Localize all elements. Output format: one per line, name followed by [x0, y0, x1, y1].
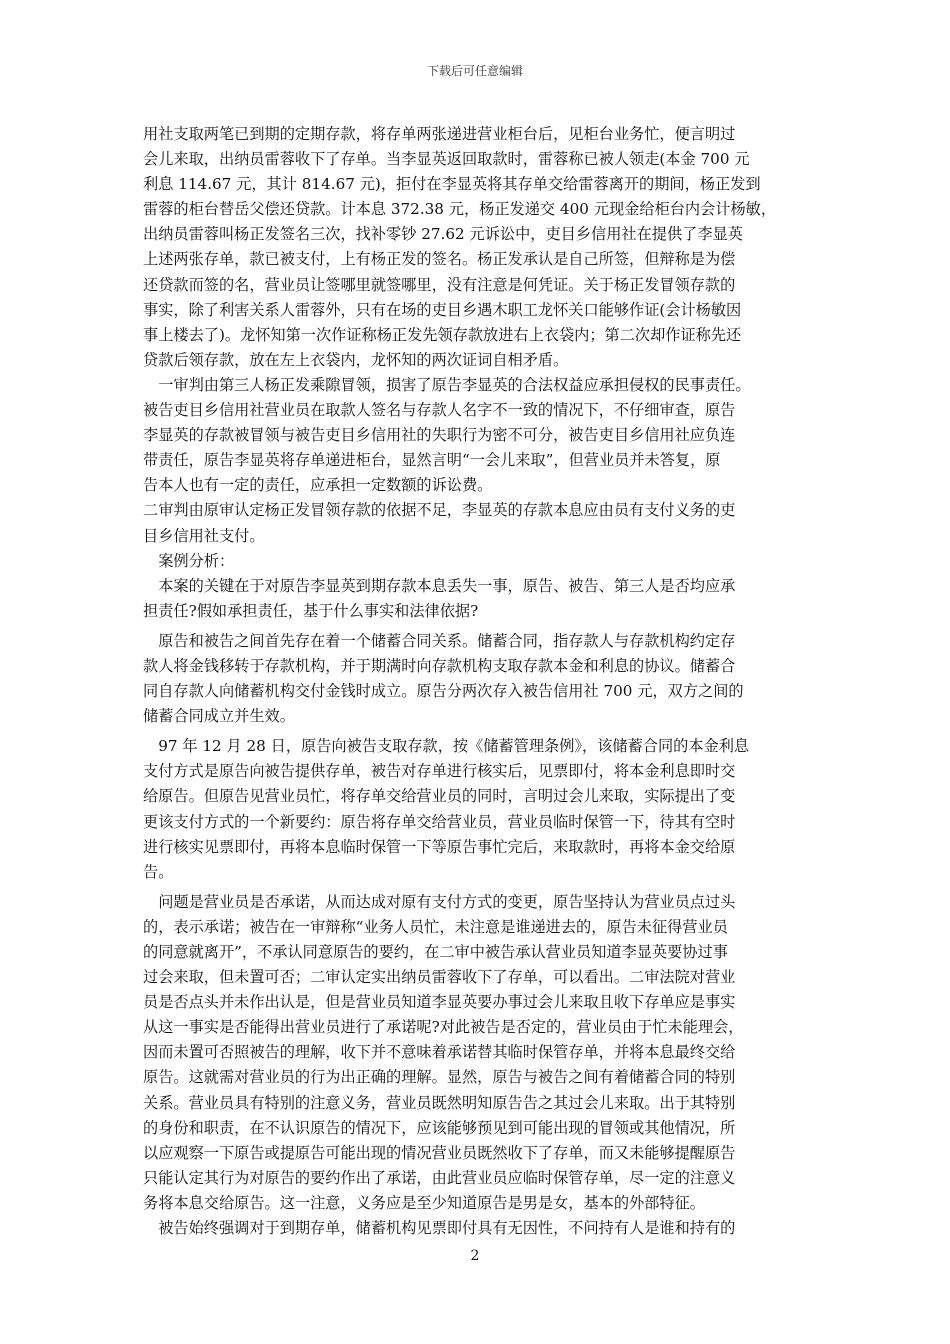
- document-body: [143, 122, 813, 1241]
- text-line: 二审判由原审认定杨正发冒领存款的依据不足，李显英的存款本息应由员有支付义务的吏: [143, 501, 736, 520]
- text-line: 储蓄合同成立并生效。: [143, 707, 295, 726]
- text-line: 事上楼去了)。龙怀知第一次作证称杨正发先领存款放进右上衣袋内；第二次却作证称先还: [143, 325, 742, 344]
- text-line: 因而未置可否照被告的理解，收下并不意味着承诺替其临时保管存单，并将本息最终交给: [143, 1043, 736, 1062]
- text-line: 的，表示承诺；被告在一审辩称“业务人员忙，未注意是谁递进去的，原告未征得营业员: [143, 917, 728, 936]
- text-line: 问题是营业员是否承诺，从而达成对原有支付方式的变更，原告坚持认为营业员点过头: [158, 892, 736, 911]
- text-line: 的身份和职责，在不认识原告的情况下，应该能够预见到可能出现的冒领或其他情况，所: [143, 1118, 736, 1137]
- text-line: 出纳员雷蓉叫杨正发签名三次，找补零钞 27.62 元诉讼中，吏目乡信用社在提供了李显英: [143, 225, 743, 244]
- text-line: 还贷款而签的名，营业员让签哪里就签哪里，没有注意是何凭证。关于杨正发冒领存款的: [143, 275, 736, 294]
- text-line: 李显英的存款被冒领与被告吏目乡信用社的失职行为密不可分，被告吏目乡信用社应负连: [143, 426, 736, 445]
- text-line: 被告始终强调对于到期存单，储蓄机构见票即付具有无因性，不问持有人是谁和持有的: [158, 1219, 736, 1238]
- text-line: 从这一事实是否能得出营业员进行了承诺呢?对此被告是否定的，营业员由于忙未能理会，: [143, 1018, 744, 1037]
- text-line: 带责任，原告李显英将存单递进柜台，显然言明“一会儿来取”，但营业员并未答复，原: [143, 451, 721, 470]
- text-line: 担责任?假如承担责任，基于什么事实和法律依据?: [143, 601, 479, 620]
- text-line: 用社支取两笔已到期的定期存款，将存单两张递进营业柜台后，见柜台业务忙，便言明过: [143, 125, 736, 143]
- page-number: 2: [470, 1248, 480, 1264]
- text-line: 雷蓉的柜台替岳父偿还贷款。计本息 372.38 元，杨正发递交 400 元现金给柜台内会计杨敏，: [143, 200, 777, 219]
- text-line: 事实，除了利害关系人雷蓉外，只有在场的吏目乡遇木职工龙怀关口能够作证(会计杨敏因: [143, 300, 742, 319]
- text-line: 给原告。但原告见营业员忙，将存单交给营业员的同时，言明过会儿来取，实际提出了变: [143, 787, 736, 806]
- page-header: 下载后可任意编辑: [426, 64, 523, 78]
- text-line: 利息 114.67 元，其计 814.67 元)，拒付在李显英将其存单交给雷蓉离开的期间，杨正发到: [143, 175, 761, 194]
- text-line: 被告吏目乡信用社营业员在取款人签名与存款人名字不一致的情况下，不仔细审查，原告: [143, 401, 736, 420]
- text-line: 只能认定其行为对原告的要约作出了承诺，由此营业员应临时保管存单，尽一定的注意义: [143, 1168, 736, 1187]
- text-line: 员是否点头并未作出认是，但是营业员知道李显英要办事过会儿来取且收下存单应是事实: [143, 993, 736, 1012]
- text-line: 原告和被告之间首先存在着一个储蓄合同关系。储蓄合同，指存款人与存款机构约定存: [158, 631, 736, 650]
- text-line: 以应观察一下原告或提原告可能出现的情况营业员既然收下了存单，而又未能够提醒原告: [143, 1143, 736, 1162]
- text-line: 贷款后领存款，放在左上衣袋内，龙怀知的两次证词自相矛盾。: [143, 350, 569, 369]
- text-line: 的同意就离开”，不承认同意原告的要约，在二审中被告承认营业员知道李显英要协过事: [143, 943, 728, 961]
- text-line: 上述两张存单，款已被支付，上有杨正发的签名。杨正发承认是自己所签，但辩称是为偿: [143, 250, 736, 269]
- text-line: 原告。这就需对营业员的行为出正确的理解。显然，原告与被告之间有着储蓄合同的特别: [143, 1068, 736, 1087]
- text-line: 本案的关键在于对原告李显英到期存款本息丢失一事，原告、被告、第三人是否均应承: [158, 576, 736, 595]
- text-line: 款人将金钱移转于存款机构，并于期满时向存款机构支取存款本金和利息的协议。储蓄合: [143, 656, 736, 675]
- text-line: 97 年 12 月 28 日，原告向被告支取存款，按《储蓄管理条例》，该储蓄合同的本金利息: [158, 737, 750, 756]
- text-line: 告本人也有一定的责任，应承担一定数额的诉讼费。: [143, 476, 493, 495]
- text-line: 更该支付方式的一个新要约：原告将存单交给营业员，营业员临时保管一下，待其有空时: [143, 812, 736, 831]
- text-line: 务将本息交给原告。这一注意，义务应是至少知道原告是男是女，基本的外部特征。: [143, 1193, 705, 1212]
- text-line: 进行核实见票即付，再将本息临时保管一下等原告事忙完后，来取款时，再将本金交给原: [143, 837, 736, 856]
- text-line: 会儿来取，出纳员雷蓉收下了存单。当李显英返回取款时，雷蓉称已被人领走(本金 700 元: [143, 150, 750, 169]
- text-line: 同自存款人向储蓄机构交付金钱时成立。原告分两次存入被告信用社 700 元，双方之间的: [143, 682, 744, 701]
- text-line: 目乡信用社支付。: [143, 526, 265, 545]
- text-line: 关系。营业员具有特别的注意义务，营业员既然明知原告告之其过会儿来取。出于其特别: [143, 1093, 736, 1112]
- text-line: 一审判由第三人杨正发乘隙冒领，损害了原告李显英的合法权益应承担侵权的民事责任。: [158, 375, 751, 394]
- text-line: 告。: [143, 862, 174, 881]
- text-line: 过会来取，但未置可否；二审认定实出纳员雷蓉收下了存单，可以看出。二审法院对营业: [143, 968, 736, 987]
- section-heading: 案例分析：: [158, 551, 235, 570]
- text-line: 支付方式是原告向被告提供存单，被告对存单进行核实后，见票即付，将本金利息即时交: [143, 762, 736, 781]
